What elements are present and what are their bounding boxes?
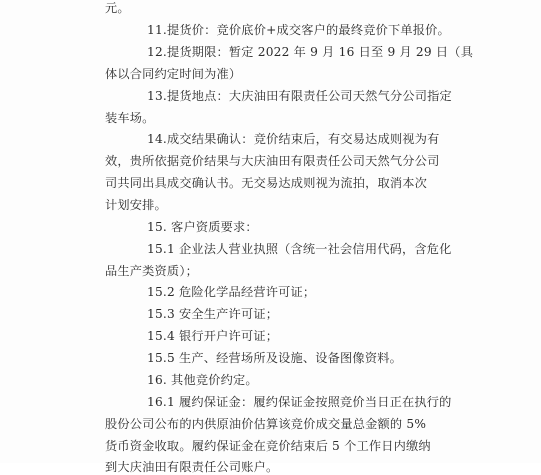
text-line-7: 效，贵所依据竞价结果与大庆油田有限责任公司天然气分公司 xyxy=(105,154,440,168)
text-line-12: 品生产类资质）； xyxy=(105,264,198,278)
text-line-18: 16.1 履约保证金：履约保证金按照竞价当日正在执行的 xyxy=(147,395,452,409)
text-line-2: 12.提货期限：暂定 2022 年 9 月 16 日至 9 月 29 日（具 xyxy=(147,45,474,59)
text-line-5: 装车场。 xyxy=(105,111,155,125)
text-line-9: 计划安排。 xyxy=(105,198,167,212)
text-line-10: 15. 客户资质要求： xyxy=(147,220,258,234)
text-line-17: 16. 其他竞价约定。 xyxy=(147,373,258,387)
text-line-21: 到大庆油田有限责任公司账户。 xyxy=(105,460,279,474)
text-line-8: 司共同出具成交确认书。无交易达成则视为流拍，取消本次 xyxy=(105,176,428,190)
text-line-16: 15.5 生产、经营场所及设施、设备图像资料。 xyxy=(147,351,402,365)
text-line-1: 11.提货价：竞价底价+成交客户的最终竞价下单报价。 xyxy=(147,23,450,37)
text-line-13: 15.2 危险化学品经营许可证； xyxy=(147,285,316,299)
text-line-20: 货币资金收取。履约保证金在竞价结束后 5 个工作日内缴纳 xyxy=(105,439,431,453)
text-line-0: 元。 xyxy=(105,1,130,15)
text-line-6: 14.成交结果确认：竞价结束后，有交易达成则视为有 xyxy=(147,132,440,146)
text-line-14: 15.3 安全生产许可证； xyxy=(147,307,279,321)
text-line-4: 13.提货地点：大庆油田有限责任公司天然气分公司指定 xyxy=(147,89,452,103)
text-line-11: 15.1 企业法人营业执照（含统一社会信用代码，含危化 xyxy=(147,242,452,256)
text-line-3: 体以合同约定时间为准） xyxy=(105,67,242,81)
text-line-15: 15.4 银行开户许可证； xyxy=(147,329,279,343)
text-line-19: 股份公司公布的内供原油价估算该竞价成交量总金额的 5% xyxy=(105,417,427,431)
